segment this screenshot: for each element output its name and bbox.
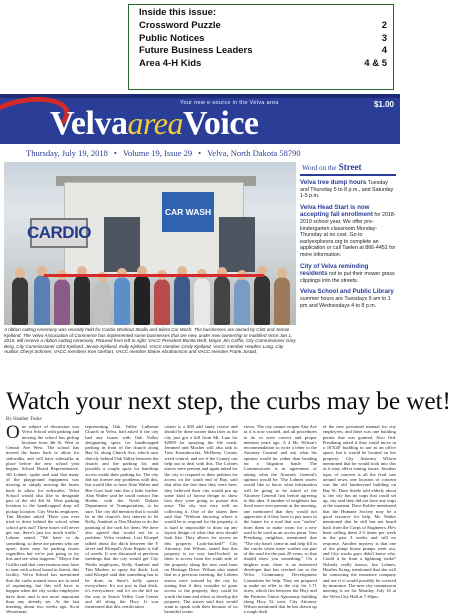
article-column	[322, 424, 397, 599]
cardio-sign: CARDIO	[30, 218, 88, 248]
inside-item-4h[interactable]	[139, 58, 387, 71]
column-text: ne subject of discussion was Velva School with parking and moving the school bus pickup location from 4th St. West to Central Ave West. The school has moved the buses back to allow for sidewalks, and will have sidewalks in place before the new school year begins. School Board Representative, Jill Lohner, spoke and said that many of the playground equipment was moving to simply moving the buses back to allow for sidewalks. Velva School would also like to designate part of the old 4th St. West parking location to the handicapped drop off pickup location. City Works employee, Tim Mosher asked "Have you ever tried to drive behind the school when school gets out? These buses will never get out; there's just too much traffic." Lohner stated, "We have to do something, so these are parents who are upset, there may be parking issues regardless but we're just going to try this and see what happens." Mayor Jim Griffin said that conversation may have to start with school board in Jarrett, this facility. Velva School has mentioned that the curbs around town are in need of repainting, but this will have to happen when the city works employees have time, and is not more important than any already set. At the last meeting, about two weeks ago, Scott Westerman,	[6, 424, 80, 615]
issue-volume: Volume 19, Issue 29	[122, 148, 193, 158]
inside-item-page: 2	[381, 20, 387, 31]
sidebar-item-head-start	[300, 204, 396, 259]
person	[194, 278, 210, 325]
masthead-tagline: Your new e-source in the Velva area	[180, 100, 279, 106]
inside-item-page: 3	[381, 32, 387, 44]
sidebar-item-text: for 2018-2019 school year. We offer pre-kindergarten classroom Monday-Thursday at no cost. Go to earlyexplorers.org to complete an application or call Taelen at 866-4452 for more information.	[300, 212, 396, 258]
newspaper-logo	[50, 104, 259, 143]
person	[74, 275, 90, 325]
inside-this-issue-box	[128, 4, 394, 90]
person	[154, 279, 170, 325]
inside-title: Inside this issue:	[139, 7, 217, 18]
person	[114, 277, 130, 325]
person	[174, 275, 190, 325]
word-on-the-street-sidebar	[300, 162, 396, 384]
person-head	[277, 268, 287, 278]
issue-date: Thursday, July 19, 2018	[26, 148, 108, 158]
inside-item-label: Area 4-H Kids	[139, 57, 202, 69]
sidebar-item-headline: Velva Head Start is now accepting fall enrollment	[300, 203, 373, 219]
person	[54, 279, 70, 325]
crowd	[4, 260, 296, 325]
masthead	[0, 94, 400, 144]
sidebar-title-main: Street	[338, 162, 362, 172]
inside-item-public-notices[interactable]	[139, 33, 387, 46]
inside-item-label: Future Business Leaders	[139, 45, 253, 56]
inside-item-label: Public Notices	[139, 32, 205, 44]
person	[34, 275, 50, 325]
sidebar-item-text: not to put their mower grass clippings into the streets.	[300, 271, 395, 284]
person-head	[15, 268, 25, 278]
article-column	[164, 424, 238, 615]
column-text: of the new personnel manual for city employees, and there was one building permit that was granted. Also Ord. Prestbaug asked if they could move in a 16'X40' building to use as an office space, but it would be located on her property. City Attorney Wilson mentioned that he would look into this as it may affect zoning issues. Another topic of concern is all the feral cats around town, one location of concern was the old lumberyard building on Bay St. Dave Steele told elderly about it, the city has no traps that could set up, city said they did not have any traps at the moment. Dave Kohler mentioned that the Humane Society may be a good resource for help. Mr. Walter mentioned that he still has not heard back from the Corps of Engineers. He's been calling them 2-3 times per week in the past 3 weeks and still no response. Another mystery is that one of the pump house pumps went out, and City works guys didn't know why. Could it be from a lightning strike? Nobody really knows, but Lohnes, Heather Kring, mentioned that she will be contacting the insurance company and see if it would possibly be covered by insurance. The next city commission meeting is set for Monday, July 16 at the Velva City Hall at 7:30pm.	[322, 424, 397, 599]
inside-item-fbla[interactable]	[139, 45, 387, 58]
logo-part-velva: Velva	[50, 105, 128, 142]
article-headline: Watch your next step, the curbs may be wet!	[6, 386, 451, 415]
person	[274, 277, 290, 325]
column-text: cation is a $30 add study course and should be done sooner than later as the city just got a bill from Mr. Lutz for $2900 for spraying the file roads. Jemmed and Mosher will also talk to Tom Kaszubowski, McHenry County weed control, and see if the County can help out to deal with this. The Lohnes sisters were present and again asked for the city to respond to their petition for access on the south end of Bay, said that after the last time they were here, they believed their city would put up some kind of layout design to show how they were going to pursue this issue. The city was very well on collecting it. One of the sisters then said that "Without knowing where it would be to respond for the property, it is hard to impossible to draw up any layout design of what that area should look like. They allows for access on this property. Look-backed?" City Attorney, Jon Wilson, stated that this property is no way land-locked, as there is access from the south side of the property along the new road base on Heritage Drive. Wilson also stated that in a previous meeting, the Lohnes sisters were warned by the city by stating that if they consider to grant access to the property, they could be worth the time and effort to develop the property. The sisters said they would want to speak with their because of its beautiful scenic	[164, 424, 238, 615]
ribbon-cutting-photo	[4, 162, 296, 325]
inside-item-label: Crossword Puzzle	[139, 20, 221, 31]
issue-location: Velva, North Dakota 58790	[207, 148, 301, 158]
inside-item-page: 4	[381, 45, 387, 56]
sidebar-title	[300, 162, 396, 176]
article-column	[85, 424, 159, 610]
logo-part-voice: Voice	[182, 105, 259, 142]
logo-part-area: area	[127, 105, 183, 141]
person	[134, 275, 150, 325]
sidebar-item-grass-clippings	[300, 263, 396, 285]
price-label: $1.00	[373, 100, 394, 109]
sidebar-item-headline: City of Velva reminding residents	[300, 262, 369, 278]
person	[94, 281, 110, 325]
sidebar-item-tree-dump	[300, 179, 396, 200]
dateline-separator: •	[198, 148, 202, 158]
dateline-separator: •	[113, 148, 117, 158]
inside-item-crossword[interactable]	[139, 20, 387, 33]
article-byline: By Heather Teske	[6, 417, 42, 422]
article-column	[243, 424, 317, 615]
person	[12, 277, 28, 325]
red-ribbon	[44, 274, 264, 277]
person	[234, 279, 250, 325]
column-text: representing Oak Valley Lutheran Church in Velva, had asked if the city had any issues with Oak Valley designating spots for handicapped parking in front of the church along Bay St. along Church Ave, which runs directly behind Oak Valley between the church and the parking lot, and possibly a couple spots for handicap access inside their parking lot. The city did not foresee any problems with this, but would like to have Alan Walter and Ben Gust look into this a little further. Alan Walter said he could contact Jim Hoehn, with the North Dakota Department of Transportation, to be sure. The city did mention that it would be in the church's best interest to let Kelly, Annbird or Tim Mosher to do the painting of the curb for them. We have also agreed that would not be a problem. Velva resident, Lori Kloepel talked about the ditch between the Y street and Kloepel's Auto Repair is full of weeds. It was discussed at previous meetings that the city would get City Works employees, Kelly Annbird and Tim Mosher, to spray the ditch. Lori said Kloepel said that something has to be done, as there's kelly sprays everywhere. It's not just in that ditch, it's everywhere, and it's on the hill on the way to Souris Valley Care Center and all along the Hwy. It was mentioned that this certification	[85, 424, 159, 610]
masthead-stripe	[0, 94, 400, 98]
sidebar-item-headline: Velva tree dump hours	[300, 179, 367, 186]
sidebar-title-prefix: Word on the	[302, 164, 337, 172]
column-text: views. The city cannot reopen Atta Ave as it is now vacated, and all procedures to do so were correct and proper mention years ago. A 4 Mr. Wilson's recommendation to write a letter to the Attorney General and ask what his opinion would be, rather than heading for a litigation battle. The Commissioner is in agreement of asking what the Attorney General's opinion would be. The Lohnes sisters would like to know what information will be going to be asked of the Attorney General first before agreeing to this idea. A number of neighbors has lived more ever-present at the meeting, one mentioned that they would not appreciate it if they have to pay taxes in the future for a road that was "stolen" from them to make room for a new road to be used as an access point. Tom Prestbaug, neighbor, mentioned that "The city hasn't come in and help fill in the cracks when water washes out part of the road for the past 20 years, so that should show you something." On a brighter note, there is an interested developer that has reached out to the Velva Community Development Committee for help. They are prepared to make an offer to the city for 1.71 acres, which lies between the Hwy and the Farmers Union Agronomy building along Hwy 52 west. City Attorney Wilson mentioned that he has drawn up a rough draft	[243, 424, 317, 615]
dateline	[0, 146, 400, 160]
drop-cap: O	[6, 422, 20, 443]
photo-caption: A ribbon cutting ceremony was recently held for Cardio Workout Studio and Silent Car Wash. The businesses are owned by Clint and Jennie Kjelland. The Velva Association of Commerce has implemented some businesses that are new, under new ownership or modified since Jan 1, 2015, will receive a ribbon cutting ceremony. Pictured from left to right: VACC President Bonita Wolf, Mayor Jim Griffin, City Commissioner Gary Berg, City Commissioner Clint Kjelland, Jennie Kjelland, Kelly Kjelland, VACC member Cindy Kjelland, VACC member Heather Long, City Auditor Cheryl Schnirer, VACC members Ken Gerhart, VACC member Elaine Abrahamson and VACC member Frank Jostad.	[4, 327, 296, 355]
sidebar-item-headline: Velva School and Public Library	[300, 288, 394, 296]
inside-item-page: 4 & 5	[364, 57, 387, 69]
sidebar-item-text: Tuesday and Thursday 5 to 8 p.m., and Saturday 1-5 p.m.	[300, 180, 394, 200]
sidebar-item-library	[300, 288, 396, 309]
article-body	[6, 422, 397, 615]
article-column	[6, 422, 80, 615]
carwash-sign: CAR WASH	[162, 192, 214, 232]
sidebar-item-text: summer hours are Tuesdays 9 am to 1 pm and Wednesdays 4 to 8 p.m.	[300, 295, 391, 309]
person	[214, 276, 230, 325]
person	[254, 275, 270, 325]
